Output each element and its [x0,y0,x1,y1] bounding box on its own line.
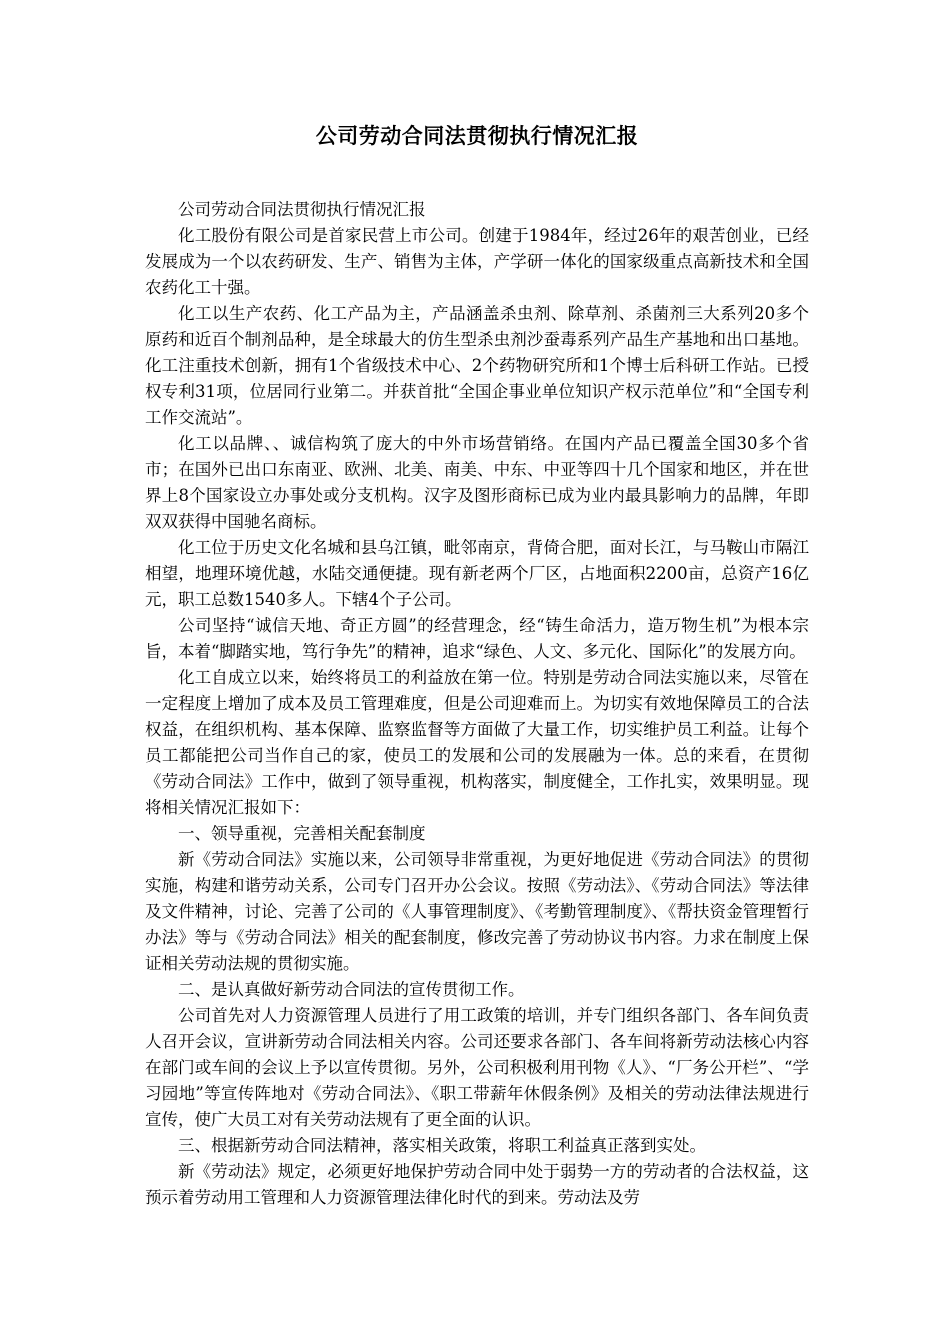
paragraph: 化工股份有限公司是首家民营上市公司。创建于1984年，经过26年的艰苦创业，已经发展成为一个以农药研发、生产、销售为主体，产学研一体化的国家级重点高新技术和全国农药化工十强。 [145,226,809,297]
paragraph: 化工以品牌、、诚信构筑了庞大的中外市场营销络。在国内产品已覆盖全国30多个省市；在国外已出口东南亚、欧洲、北美、南美、中东、中亚等四十几个国家和地区，并在世界上8个国家设立办事处或分支机构。汉字及图形商标已成为业内最具影响力的品牌，年即双双获得中国驰名商标。 [145,434,809,531]
document-title: 公司劳动合同法贯彻执行情况汇报 [315,123,639,148]
paragraph: 新《劳动法》规定，必须更好地保护劳动合同中处于弱势一方的劳动者的合法权益，这预示着劳动用工管理和人力资源管理法律化时代的到来。劳动法及劳 [145,1162,809,1207]
paragraph: 公司坚持“诚信天地、奇正方圆”的经营理念，经“铸生命活力，造万物生机”为根本宗旨，本着“脚踏实地，笃行争先”的精神，追求“绿色、人文、多元化、国际化”的发展方向。 [145,616,809,661]
paragraph: 化工自成立以来，始终将员工的利益放在第一位。特别是劳动合同法实施以来，尽管在一定程度上增加了成本及员工管理难度，但是公司迎难而上。为切实有效地保障员工的合法权益，在组织机构、基本保障、监察监督等方面做了大量工作，切实维护员工利益。让每个员工都能把公司当作自己的家，使员工的发展和公司的发展融为一体。总的来看，在贯彻《劳动合同法》工作中，做到了领导重视，机构落实，制度健全，工作扎实，效果明显。现将相关情况汇报如下： [145,668,809,817]
document-page [145,118,809,1211]
paragraph: 化工位于历史文化名城和县乌江镇，毗邻南京，背倚合肥，面对长江，与马鞍山市隔江相望，地理环境优越，水陆交通便捷。现有新老两个厂区，占地面积2200亩，总资产16亿元，职工总数1540多人。下辖4个子公司。 [145,538,809,609]
section-heading: 一、领导重视，完善相关配套制度 [178,824,426,843]
document-body [145,197,809,1211]
paragraph: 公司首先对人力资源管理人员进行了用工政策的培训，并专门组织各部门、各车间负责人召开会议，宣讲新劳动合同法相关内容。公司还要求各部门、各车间将新劳动法核心内容在部门或车间的会议上予以宣传贯彻。另外，公司积极利用刊物《人》、“厂务公开栏”、“学习园地”等宣传阵地对《劳动合同法》、《职工带薪年休假条例》及相关的劳动法律法规进行宣传，使广大员工对有关劳动法规有了更全面的认识。 [145,1006,809,1129]
paragraph: 新《劳动合同法》实施以来，公司领导非常重视，为更好地促进《劳动合同法》的贯彻实施，构建和谐劳动关系，公司专门召开办公会议。按照《劳动法》、《劳动合同法》等法律及文件精神，讨论、完善了公司的《人事管理制度》、《考勤管理制度》、《帮扶资金管理暂行办法》等与《劳动合同法》相关的配套制度，修改完善了劳动协议书内容。力求在制度上保证相关劳动法规的贯彻实施。 [145,850,809,973]
paragraph: 公司劳动合同法贯彻执行情况汇报 [178,200,426,219]
section-heading: 二、是认真做好新劳动合同法的宣传贯彻工作。 [178,980,525,999]
paragraph: 化工以生产农药、化工产品为主，产品涵盖杀虫剂、除草剂、杀菌剂三大系列20多个原药和近百个制剂品种，是全球最大的仿生型杀虫剂沙蚕毒系列产品生产基地和出口基地。化工注重技术创新，拥有1个省级技术中心、2个药物研究所和1个博士后科研工作站。已授权专利31项，位居同行业第二。并获首批“全国企事业单位知识产权示范单位”和“全国专利工作交流站”。 [145,304,809,427]
section-heading: 三、根据新劳动合同法精神，落实相关政策，将职工利益真正落到实处。 [178,1136,706,1155]
